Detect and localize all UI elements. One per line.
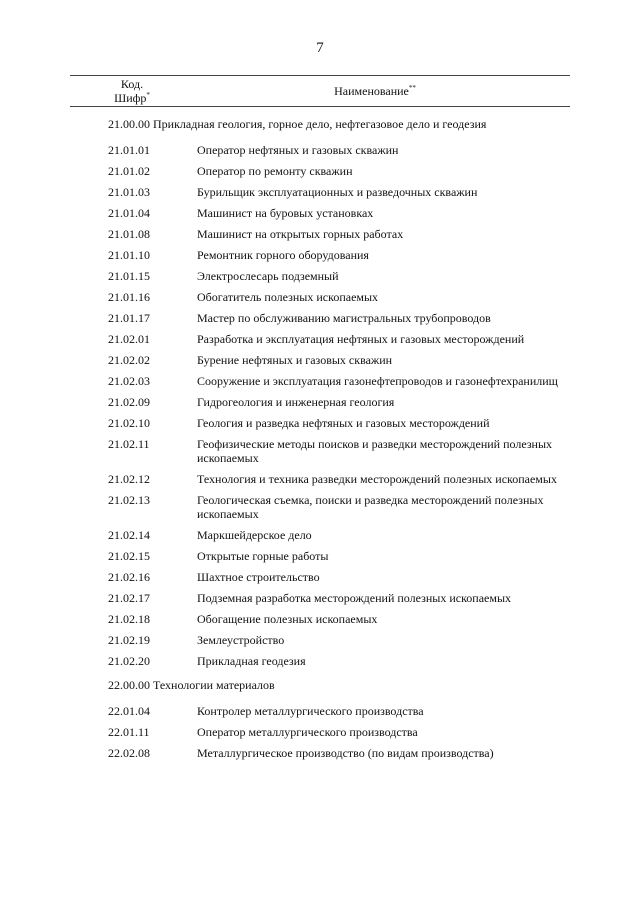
- row-name: Контролер металлургического производства: [197, 703, 424, 718]
- row-code: 21.02.13: [108, 492, 150, 507]
- list-row: [108, 265, 568, 286]
- list-row: [108, 700, 568, 721]
- row-name: Оператор нефтяных и газовых скважин: [197, 142, 399, 157]
- group-heading: [108, 117, 568, 131]
- row-name: Маркшейдерское дело: [197, 527, 312, 542]
- group-heading: [108, 678, 568, 692]
- list-row: [108, 328, 568, 349]
- row-code: 21.02.10: [108, 415, 150, 430]
- row-code: 21.02.18: [108, 611, 150, 626]
- footnote-mark: **: [408, 84, 416, 92]
- column-header-code-line1: Код.: [120, 77, 144, 91]
- group-title: Прикладная геология, горное дело, нефтегазовое дело и геодезия: [153, 117, 487, 131]
- row-name: Обогащение полезных ископаемых: [197, 611, 378, 626]
- row-name: Геологическая съемка, поиски и разведка месторождений полезных ископаемых: [197, 492, 544, 521]
- list-row: [108, 286, 568, 307]
- row-name: Оператор по ремонту скважин: [197, 163, 353, 178]
- group-code: 22.00.00: [108, 678, 150, 692]
- row-name: Мастер по обслуживанию магистральных трубопроводов: [197, 310, 491, 325]
- row-name: Машинист на открытых горных работах: [197, 226, 404, 241]
- column-header-name: [180, 84, 570, 98]
- row-code: 21.01.10: [108, 247, 150, 262]
- list-row: [108, 608, 568, 629]
- group-title: Технологии материалов: [153, 678, 275, 692]
- row-code: 21.01.02: [108, 163, 150, 178]
- row-code: 22.02.08: [108, 745, 150, 760]
- row-code: 21.02.19: [108, 632, 150, 647]
- row-code: 21.02.15: [108, 548, 150, 563]
- row-name: Оператор металлургического производства: [197, 724, 418, 739]
- page-number: 7: [316, 40, 324, 56]
- list-row: [108, 370, 568, 391]
- list-row: [108, 349, 568, 370]
- row-name: Прикладная геодезия: [197, 653, 306, 668]
- footnote-mark: *: [146, 91, 150, 99]
- list-row: [108, 721, 568, 742]
- row-code: 21.01.03: [108, 184, 150, 199]
- list-row: [108, 545, 568, 566]
- row-name: Бурение нефтяных и газовых скважин: [197, 352, 393, 367]
- list-row: [108, 139, 568, 160]
- row-code: 21.01.04: [108, 205, 150, 220]
- table-header-bottom-rule: [70, 106, 570, 107]
- row-code: 21.02.02: [108, 352, 150, 367]
- row-code: 21.02.03: [108, 373, 150, 388]
- row-name: Сооружение и эксплуатация газонефтепроводов и газонефтехранилищ: [197, 373, 558, 388]
- specialty-list: [108, 117, 568, 763]
- column-header-name-text: Наименование: [334, 84, 409, 98]
- list-row: [108, 223, 568, 244]
- list-row: [108, 489, 568, 524]
- list-row: [108, 433, 568, 468]
- list-row: [108, 160, 568, 181]
- row-code: 22.01.11: [108, 724, 150, 739]
- row-code: 22.01.04: [108, 703, 150, 718]
- list-row: [108, 629, 568, 650]
- row-name: Геофизические методы поисков и разведки месторождений полезных ископаемых: [197, 436, 553, 465]
- row-name: Гидрогеология и инженерная геология: [197, 394, 395, 409]
- row-code: 21.02.17: [108, 590, 150, 605]
- row-name: Землеустройство: [197, 632, 285, 647]
- row-code: 21.02.11: [108, 436, 150, 451]
- row-name: Разработка и эксплуатация нефтяных и газовых месторождений: [197, 331, 525, 346]
- row-code: 21.02.14: [108, 527, 150, 542]
- row-name: Шахтное строительство: [197, 569, 320, 584]
- list-row: [108, 202, 568, 223]
- row-code: 21.02.12: [108, 471, 150, 486]
- table-header-top-rule: [70, 75, 570, 76]
- row-code: 21.02.16: [108, 569, 150, 584]
- row-name: Ремонтник горного оборудования: [197, 247, 369, 262]
- row-code: 21.02.20: [108, 653, 150, 668]
- list-row: [108, 468, 568, 489]
- row-code: 21.01.08: [108, 226, 150, 241]
- list-row: [108, 244, 568, 265]
- row-name: Подземная разработка месторождений полезных ископаемых: [197, 590, 512, 605]
- list-row: [108, 412, 568, 433]
- row-name: Геология и разведка нефтяных и газовых месторождений: [197, 415, 490, 430]
- row-name: Электрослесарь подземный: [197, 268, 339, 283]
- row-name: Металлургическое производство (по видам производства): [197, 745, 494, 760]
- column-header-code-line2: [88, 91, 176, 105]
- group-code: 21.00.00: [108, 117, 150, 131]
- row-name: Бурильщик эксплуатационных и разведочных скважин: [197, 184, 478, 199]
- list-row: [108, 181, 568, 202]
- row-name: Открытые горные работы: [197, 548, 329, 563]
- row-name: Технология и техника разведки месторождений полезных ископаемых: [197, 471, 557, 486]
- row-code: 21.02.01: [108, 331, 150, 346]
- row-code: 21.01.15: [108, 268, 150, 283]
- row-name: Обогатитель полезных ископаемых: [197, 289, 379, 304]
- list-row: [108, 391, 568, 412]
- list-row: [108, 307, 568, 328]
- row-code: 21.02.09: [108, 394, 150, 409]
- list-row: [108, 587, 568, 608]
- list-row: [108, 524, 568, 545]
- row-name: Машинист на буровых установках: [197, 205, 374, 220]
- row-code: 21.01.01: [108, 142, 150, 157]
- list-row: [108, 566, 568, 587]
- list-row: [108, 650, 568, 671]
- row-code: 21.01.17: [108, 310, 150, 325]
- column-header-code-text: Шифр: [114, 91, 147, 105]
- list-row: [108, 742, 568, 763]
- column-header-code: [88, 77, 176, 105]
- row-code: 21.01.16: [108, 289, 150, 304]
